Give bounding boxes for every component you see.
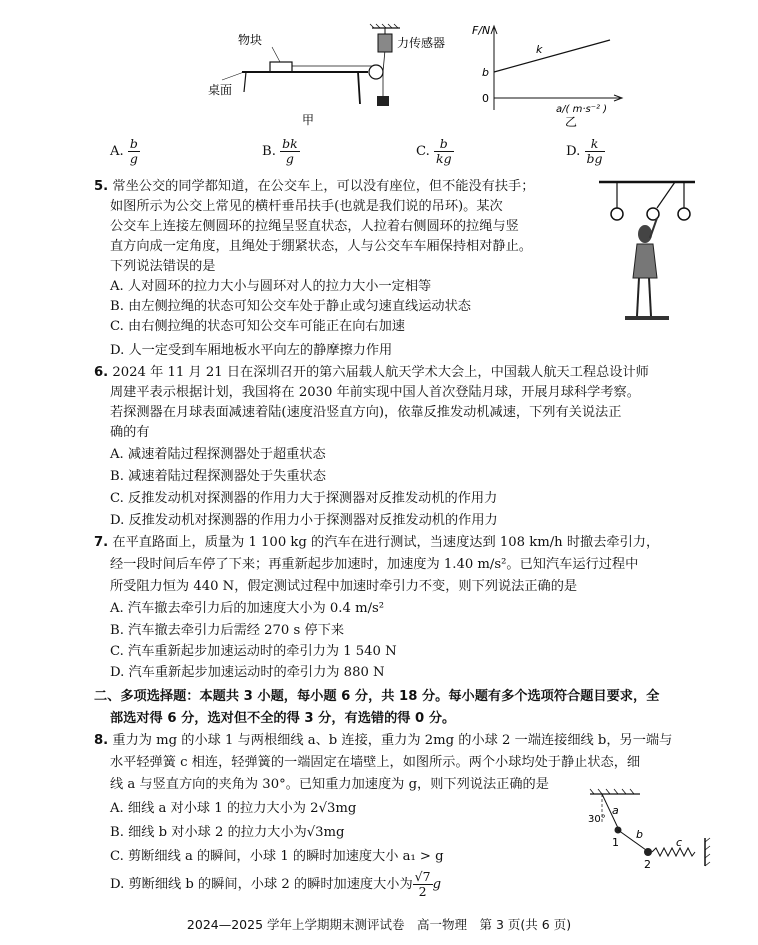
figure-yi [470, 20, 630, 130]
bus-handle-figure [595, 178, 705, 338]
q5-option-d: D. 人一定受到车厢地板水平向左的静摩擦力作用 [110, 343, 393, 358]
label-force-sensor: 力传感器 [397, 36, 446, 50]
label-string-b: b [636, 828, 643, 841]
person-icon [633, 218, 657, 316]
q8-figure [580, 788, 730, 878]
q7-line-3: 所受阻力恒为 440 N，假定测试过程中加速时牵引力不变，则下列说法正确的是 [110, 579, 578, 594]
block-icon [270, 62, 292, 72]
q8-option-c: C. 剪断细线 a 的瞬间，小球 1 的瞬时加速度大小 a₁ > g [110, 849, 444, 864]
q5-line-2: 如图所示为公交上常见的横杆垂吊扶手(也就是我们说的吊环)。某次 [110, 199, 503, 214]
q8-option-b: B. 细线 b 对小球 2 的拉力大小为√3mg [110, 825, 345, 840]
q7-option-c: C. 汽车重新起步加速运动时的牵引力为 1 540 N [110, 644, 397, 659]
label-slope-k: k [536, 43, 543, 56]
q7-line-1: 7. 在平直路面上，质量为 1 100 kg 的汽车在进行测试，当速度达到 108 km/h 时撤去牵引力， [94, 535, 660, 550]
force-sensor-icon [378, 34, 392, 52]
table-leg [358, 72, 360, 104]
q5-line-5: 下列说法错误的是 [110, 259, 216, 274]
q6-line-3: 若探测器在月球表面减速着陆(速度沿竖直方向)，依靠反推发动机减速，下列有关说法正 [110, 405, 622, 420]
q6-option-a: A. 减速着陆过程探测器处于超重状态 [110, 447, 326, 462]
right-strap [657, 182, 675, 208]
spring-c [652, 848, 695, 856]
label-string-a: a [612, 804, 619, 817]
q6-option-d: D. 反推发动机对探测器的作用力小于探测器对反推发动机的作用力 [110, 513, 498, 528]
figure-jia [200, 20, 460, 130]
q8-option-a: A. 细线 a 对小球 1 的拉力大小为 2√3mg [110, 801, 357, 816]
q5-line-3: 公交车上连接左侧圆环的拉绳呈竖直状态，人拉着右侧圆环的拉绳与竖 [110, 219, 519, 234]
q5-option-c: C. 由右侧拉绳的状态可知公交车可能正在向右加速 [110, 319, 405, 334]
q7-line-2: 经一段时间后车停了下来；再重新起步加速时，加速度为 1.40 m/s²。已知汽车运行过程中 [110, 557, 639, 572]
graph-line [494, 40, 610, 72]
section-2-header-line-1: 二、多项选择题：本题共 3 小题，每小题 6 分，共 18 分。每小题有多个选项符合题目要求，全 [94, 689, 660, 704]
q4-option-d: D. $\frac{k}{bg}$ [566, 136, 603, 166]
label-f-axis: F/N [472, 24, 491, 37]
q4-option-b: B. $\frac{bk}{g}$ [262, 136, 298, 166]
q8-line-1: 8. 重力为 mg 的小球 1 与两根细线 a、b 连接，重力为 2mg 的小球 2 一端连接细线 b，另一端与 [94, 733, 673, 748]
q7-option-a: A. 汽车撤去牵引力后的加速度大小为 0.4 m/s² [110, 601, 385, 616]
section-2-header-line-2: 部选对得 6 分，选对但不全的得 3 分，有选错的得 0 分。 [110, 711, 456, 726]
label-ball-2: 2 [644, 858, 651, 871]
q4-option-c: C. $\frac{b}{kg}$ [416, 136, 452, 166]
label-angle: 30° [588, 814, 606, 825]
q5-line-4: 直方向成一定角度，且绳处于绷紧状态，人与公交车车厢保持相对静止。 [110, 239, 532, 254]
q8-line-2: 水平轻弹簧 c 相连，轻弹簧的一端固定在墙壁上，如图所示。两个小球均处于静止状态，细 [110, 755, 641, 770]
q6-option-b: B. 减速着陆过程探测器处于失重状态 [110, 469, 326, 484]
ball-2-icon [644, 848, 652, 856]
q8-line-3: 线 a 与竖直方向的夹角为 30°。已知重力加速度为 g，则下列说法正确的是 [110, 777, 549, 792]
label-origin: 0 [482, 92, 489, 105]
label-spring-c: c [676, 836, 683, 849]
label-a-axis: a/( m·s⁻² ) [556, 104, 608, 115]
q4-option-a: A. $\frac{b}{g}$ [110, 136, 138, 166]
page-footer: 2024—2025 学年上学期期末测评试卷 高一物理 第 3 页(共 6 页) [186, 917, 572, 932]
q5-number: 5. [94, 179, 109, 194]
q8-number: 8. [94, 733, 109, 748]
label-table: 桌面 [208, 83, 233, 97]
q5-option-a: A. 人对圆环的拉力大小与圆环对人的拉力大小一定相等 [110, 279, 432, 294]
label-block: 物块 [238, 33, 263, 47]
caption-yi: 乙 [565, 115, 578, 129]
q6-option-c: C. 反推发动机对探测器的作用力大于探测器对反推发动机的作用力 [110, 491, 498, 506]
q7-number: 7. [94, 535, 109, 550]
q5-option-b: B. 由左侧拉绳的状态可知公交车处于静止或匀速直线运动状态 [110, 299, 471, 314]
q6-number: 6. [94, 365, 109, 380]
label-ball-1: 1 [612, 836, 619, 849]
q8-option-d: D. 剪断细线 b 的瞬间，小球 2 的瞬时加速度大小为 $\frac{√7}{2}$ g [110, 869, 442, 899]
pulley-icon [369, 65, 383, 79]
label-intercept-b: b [482, 66, 489, 79]
q7-option-d: D. 汽车重新起步加速运动时的牵引力为 880 N [110, 665, 385, 680]
q6-line-2: 周建平表示根据计划，我国将在 2030 年前实现中国人首次登陆月球，开展月球科学考察。 [110, 385, 640, 400]
q6-line-1: 6. 2024 年 11 月 21 日在深圳召开的第六届载人航天学术大会上，中国载人航天工程总设计师 [94, 365, 649, 380]
q7-option-b: B. 汽车撤去牵引力后需经 270 s 停下来 [110, 623, 345, 638]
left-ring-icon [611, 208, 623, 220]
caption-jia: 甲 [302, 113, 315, 127]
floor-icon [625, 316, 669, 320]
q5-line-1: 5. 常坐公交的同学都知道，在公交车上，可以没有座位，但不能没有扶手； [94, 179, 535, 194]
weight-icon [377, 96, 389, 106]
q6-line-4: 确的有 [110, 425, 150, 440]
